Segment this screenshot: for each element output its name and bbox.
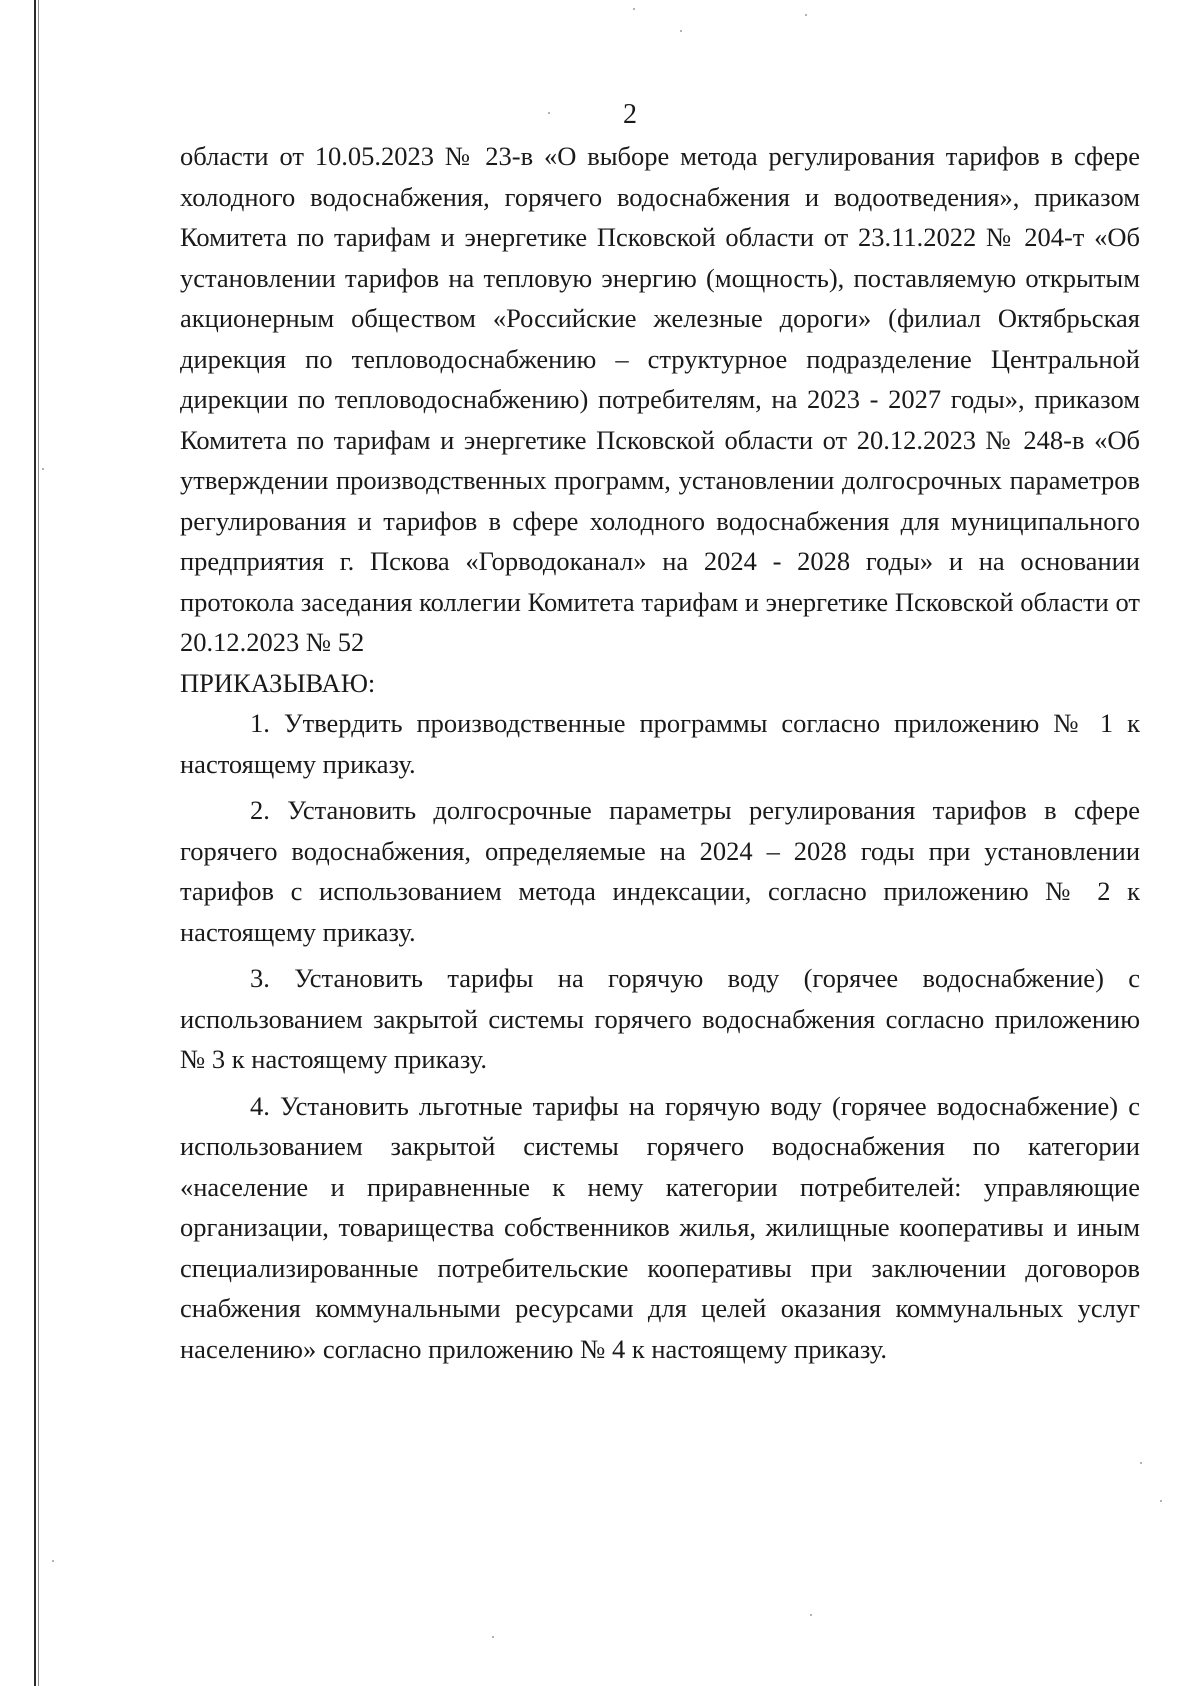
intro-paragraph: области от 10.05.2023 № 23-в «О выборе метода регулирования тарифов в сфере холодного водоснабжения, горячего водоснабжения и водоотведения», приказом Комитета по тарифам и энергетике Псковской области от 23.11.2022 № 204-т «Об установлении тарифов на тепловую энергию (мощность), поставляемую открытым акционерным обществом «Российские железные дороги» (филиал Октябрьская дирекция по тепловодоснабжению – структурное подразделение Центральной дирекции по тепловодоснабжению) потребителям, на 2023 - 2027 годы», приказом Комитета по тарифам и энергетике Псковской области от 20.12.2023 № 248-в «Об утверждении производственных программ, установлении долгосрочных параметров регулирования и тарифов в сфере холодного водоснабжения для муниципального предприятия г. Пскова «Горводоканал» на 2024 - 2028 годы» и на основании протокола заседания коллегии Комитета тарифам и энергетике Псковской области от 20.12.2023 № 52 [180,141,1140,657]
order-item-2: 2. Установить долгосрочные параметры регулирования тарифов в сфере горячего водоснабжения, определяемые на 2024 – 2028 годы при установлении тарифов с использованием метода индексации, согласно приложению № 2 к настоящему приказу. [180,795,1140,947]
scan-speck [492,1636,494,1638]
order-word: ПРИКАЗЫВАЮ: [180,667,376,698]
page-number: 2 [623,99,637,130]
scan-speck [52,1560,54,1562]
scan-edge-shadow [38,0,39,1686]
scan-speck [42,468,44,470]
scan-speck [548,112,550,114]
scan-speck [1140,1462,1142,1464]
document-body [180,136,1140,1369]
order-item-3: 3. Установить тарифы на горячую воду (горячее водоснабжение) с использованием закрытой системы горячего водоснабжения согласно приложению № 3 к настоящему приказу. [180,963,1140,1074]
order-item-1: 1. Утвердить производственные программы согласно приложению № 1 к настоящему приказу. [180,708,1140,779]
scan-speck [810,1614,812,1616]
scan-speck [633,8,635,10]
scan-speck [680,30,682,32]
scan-speck [1160,1500,1162,1502]
scan-speck [805,14,807,16]
scan-edge-line [34,0,36,1686]
order-item-4: 4. Установить льготные тарифы на горячую воду (горячее водоснабжение) с использованием закрытой системы горячего водоснабжения по категории «население и приравненные к нему категории потребителей: управляющие организации, товарищества собственников жилья, жилищные кооперативы и иным специализированные потребительские кооперативы при заключении договоров снабжения коммунальными ресурсами для целей оказания коммунальных услуг населению» согласно приложению № 4 к настоящему приказу. [180,1090,1140,1364]
